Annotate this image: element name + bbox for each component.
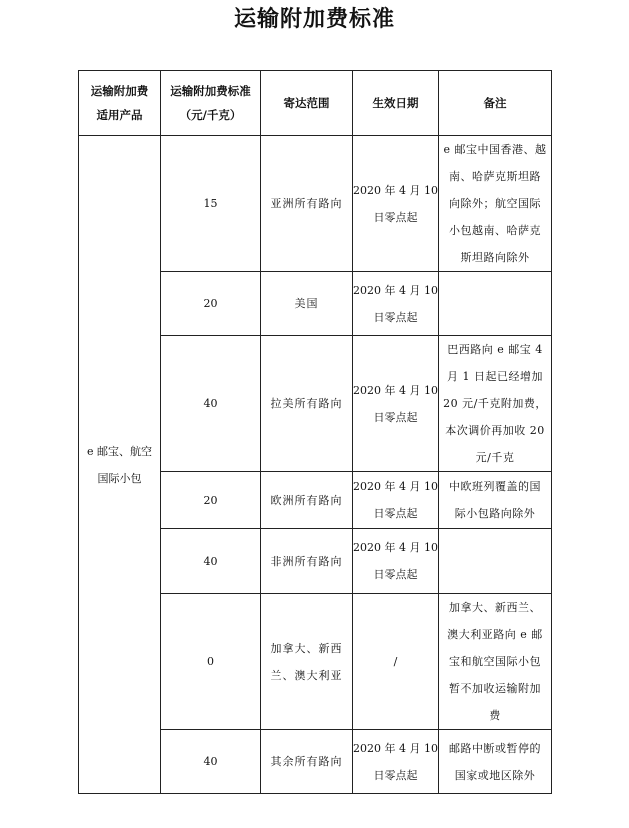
standard-cell: 40 (161, 336, 261, 472)
header-range: 寄达范围 (261, 71, 353, 136)
header-product: 运输附加费 适用产品 (79, 71, 161, 136)
standard-cell: 20 (161, 472, 261, 529)
date-cell: 2020 年 4 月 10 日零点起 (353, 136, 439, 272)
note-cell: 加拿大、新西兰、 澳大利亚路向 e 邮 宝和航空国际小包 暂不加收运输附加 费 (439, 594, 552, 730)
standard-cell: 20 (161, 272, 261, 336)
date-cell: / (353, 594, 439, 730)
date-cell: 2020 年 4 月 10 日零点起 (353, 730, 439, 794)
note-cell: 巴西路向 e 邮宝 4 月 1 日起已经增加 20 元/千克附加费， 本次调价再加收 20 元/千克 (439, 336, 552, 472)
note-cell (439, 529, 552, 594)
standard-cell: 40 (161, 529, 261, 594)
header-standard: 运输附加费标准 （元/千克） (161, 71, 261, 136)
table-row (79, 136, 552, 272)
date-cell: 2020 年 4 月 10 日零点起 (353, 272, 439, 336)
note-cell: e 邮宝中国香港、越 南、哈萨克斯坦路 向除外；航空国际 小包越南、哈萨克 斯坦路向除外 (439, 136, 552, 272)
note-cell: 邮路中断或暂停的 国家或地区除外 (439, 730, 552, 794)
range-cell: 亚洲所有路向 (261, 136, 353, 272)
table-header-row (79, 71, 552, 136)
date-cell: 2020 年 4 月 10 日零点起 (353, 336, 439, 472)
standard-cell: 40 (161, 730, 261, 794)
header-date: 生效日期 (353, 71, 439, 136)
range-cell: 加拿大、新西 兰、澳大利亚 (261, 594, 353, 730)
note-cell (439, 272, 552, 336)
product-cell: e 邮宝、航空 国际小包 (79, 136, 161, 794)
range-cell: 非洲所有路向 (261, 529, 353, 594)
range-cell: 其余所有路向 (261, 730, 353, 794)
date-cell: 2020 年 4 月 10 日零点起 (353, 472, 439, 529)
note-cell: 中欧班列覆盖的国 际小包路向除外 (439, 472, 552, 529)
standard-cell: 0 (161, 594, 261, 730)
range-cell: 美国 (261, 272, 353, 336)
standard-cell: 15 (161, 136, 261, 272)
date-cell: 2020 年 4 月 10 日零点起 (353, 529, 439, 594)
range-cell: 欧洲所有路向 (261, 472, 353, 529)
header-note: 备注 (439, 71, 552, 136)
surcharge-table (78, 70, 552, 794)
range-cell: 拉美所有路向 (261, 336, 353, 472)
page-title: 运输附加费标准 (233, 7, 395, 32)
